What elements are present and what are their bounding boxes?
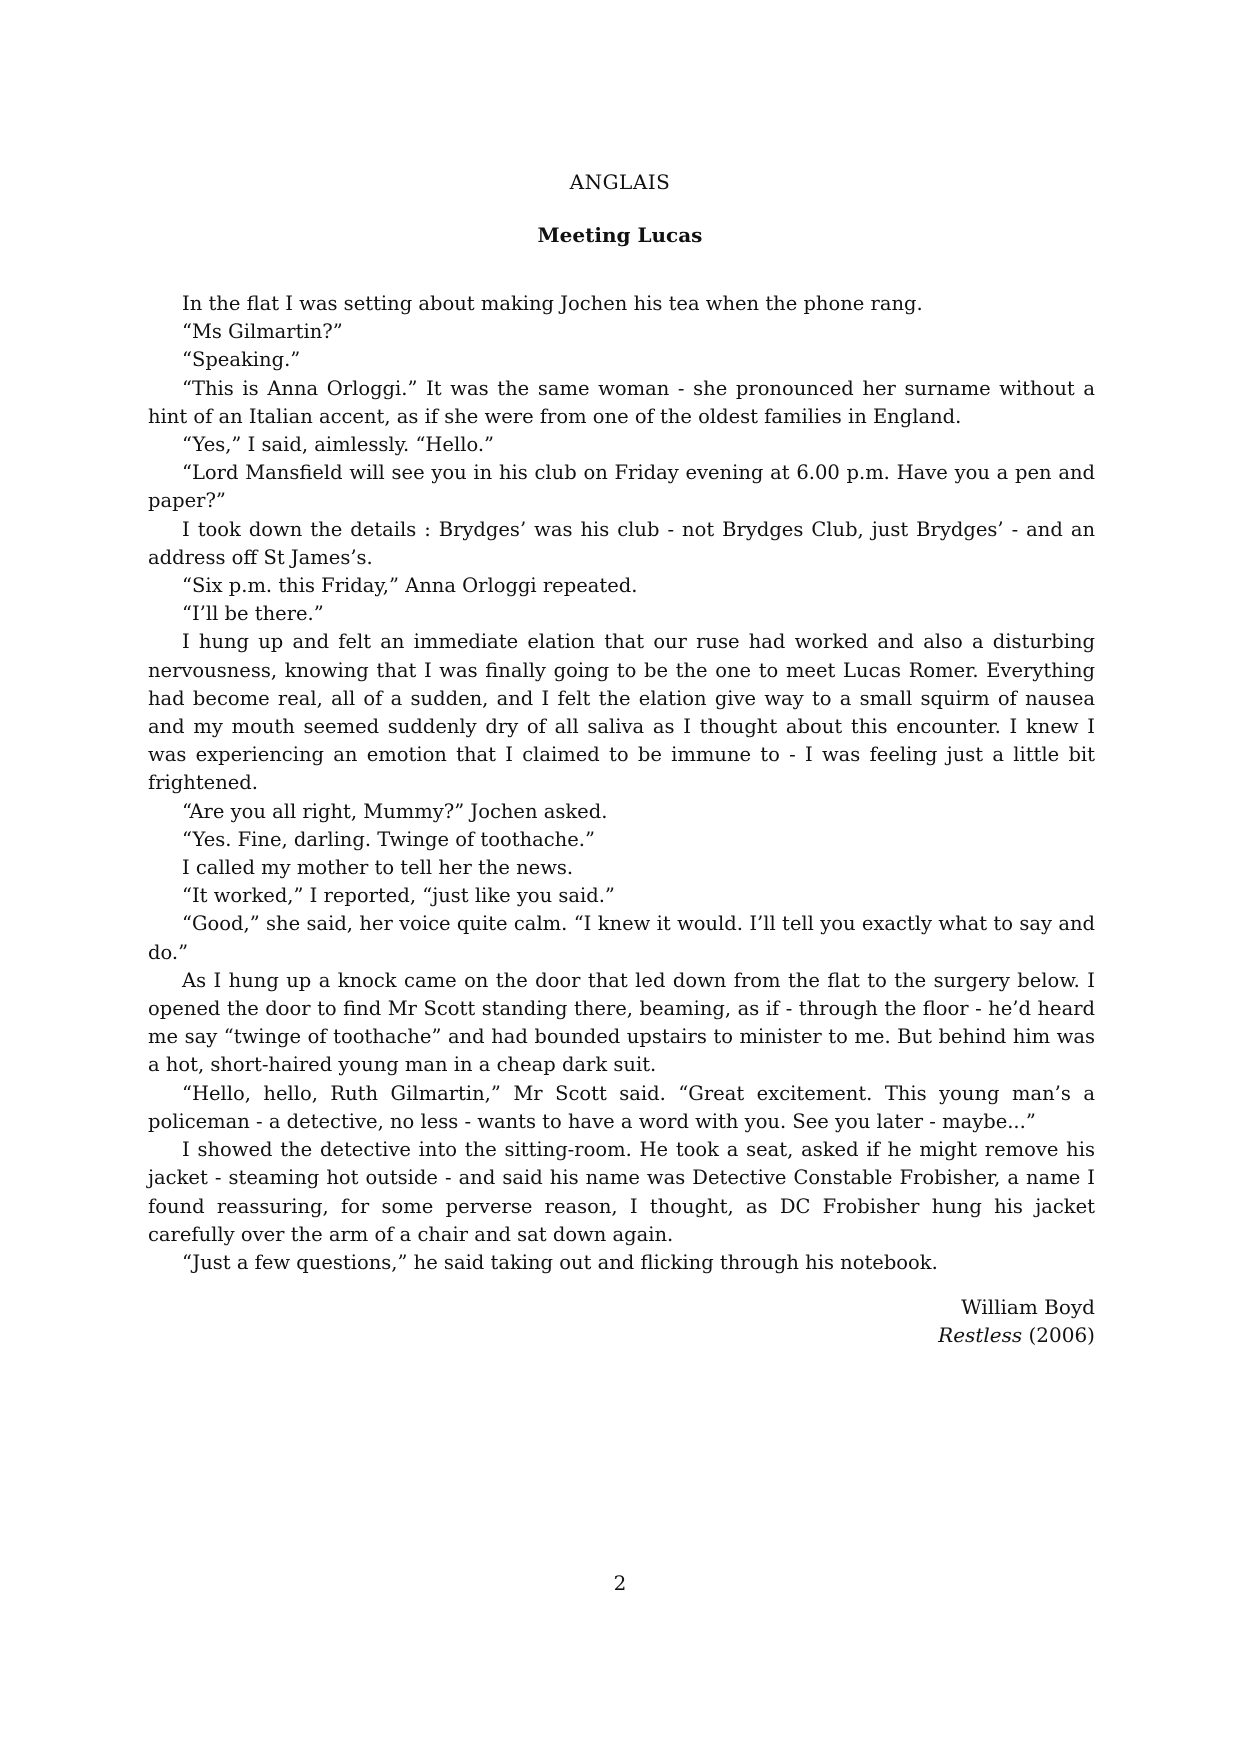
subject-heading: ANGLAIS	[569, 170, 671, 194]
paragraph: “Good,” she said, her voice quite calm. “I knew it would. I’ll tell you exactly what to say and do.”	[148, 912, 1095, 964]
paragraph: I took down the details : Brydges’ was his club - not Brydges Club, just Brydges’ - and an address off St James’s.	[148, 517, 1095, 569]
paragraph: I called my mother to tell her the news.	[182, 856, 574, 880]
publication-year: (2006)	[1022, 1323, 1095, 1347]
work-title: Restless	[938, 1323, 1023, 1347]
paragraph: In the flat I was setting about making Jochen his tea when the phone rang.	[182, 292, 923, 315]
paragraph: “Speaking.”	[182, 348, 301, 372]
paragraph: “Yes,” I said, aimlessly. “Hello.”	[182, 433, 495, 457]
paragraph: “Just a few questions,” he said taking out and flicking through his notebook.	[182, 1250, 938, 1274]
paragraph: I hung up and felt an immediate elation that our ruse had worked and also a disturbing nervousness, knowing that I was finally going to be the one to meet Lucas Romer. Everything had become real, all of a sudden, and I felt the elation give way to a small squirm of nausea and my mouth seemed suddenly dry of all saliva as I thought about this encounter. I knew I was experiencing an emotion that I claimed to be immune to - I was feeling just a little bit frightened.	[148, 630, 1095, 795]
passage-title: Meeting Lucas	[537, 223, 703, 247]
paragraph: “I’ll be there.”	[182, 602, 324, 626]
paragraph: “Are you all right, Mummy?” Jochen asked.	[182, 799, 608, 823]
passage-body	[148, 290, 1095, 1277]
paragraph: I showed the detective into the sitting-room. He took a seat, asked if he might remove his jacket - steaming hot outside - and said his name was Detective Constable Frobisher, a name I found reassuring, for some perverse reason, I thought, as DC Frobisher hung his jacket carefully over the arm of a chair and sat down again.	[148, 1138, 1095, 1246]
paragraph: “Ms Gilmartin?”	[182, 320, 343, 344]
author-name: William Boyd	[961, 1295, 1095, 1319]
paragraph: As I hung up a knock came on the door that led down from the flat to the surgery below. I opened the door to find Mr Scott standing there, beaming, as if - through the floor - he’d heard me say “twinge of toothache” and had bounded upstairs to minister to me. But behind him was a hot, short-haired young man in a cheap dark suit.	[148, 968, 1095, 1077]
paragraph: “Six p.m. this Friday,” Anna Orloggi repeated.	[182, 574, 638, 598]
paragraph: “Yes. Fine, darling. Twinge of toothache.”	[182, 827, 595, 851]
source-work	[938, 1321, 1095, 1349]
paragraph: “Hello, hello, Ruth Gilmartin,” Mr Scott said. “Great excitement. This young man’s a policeman - a detective, no less - wants to have a word with you. See you later - maybe...”	[148, 1081, 1095, 1133]
paragraph: “This is Anna Orloggi.” It was the same woman - she pronounced her surname without a hint of an Italian accent, as if she were from one of the oldest families in England.	[148, 376, 1095, 428]
page-number: 2	[613, 1571, 627, 1595]
paragraph: “It worked,” I reported, “just like you said.”	[182, 884, 615, 908]
source-attribution	[938, 1293, 1095, 1349]
paragraph: “Lord Mansfield will see you in his club on Friday evening at 6.00 p.m. Have you a pen and paper?”	[148, 461, 1095, 513]
